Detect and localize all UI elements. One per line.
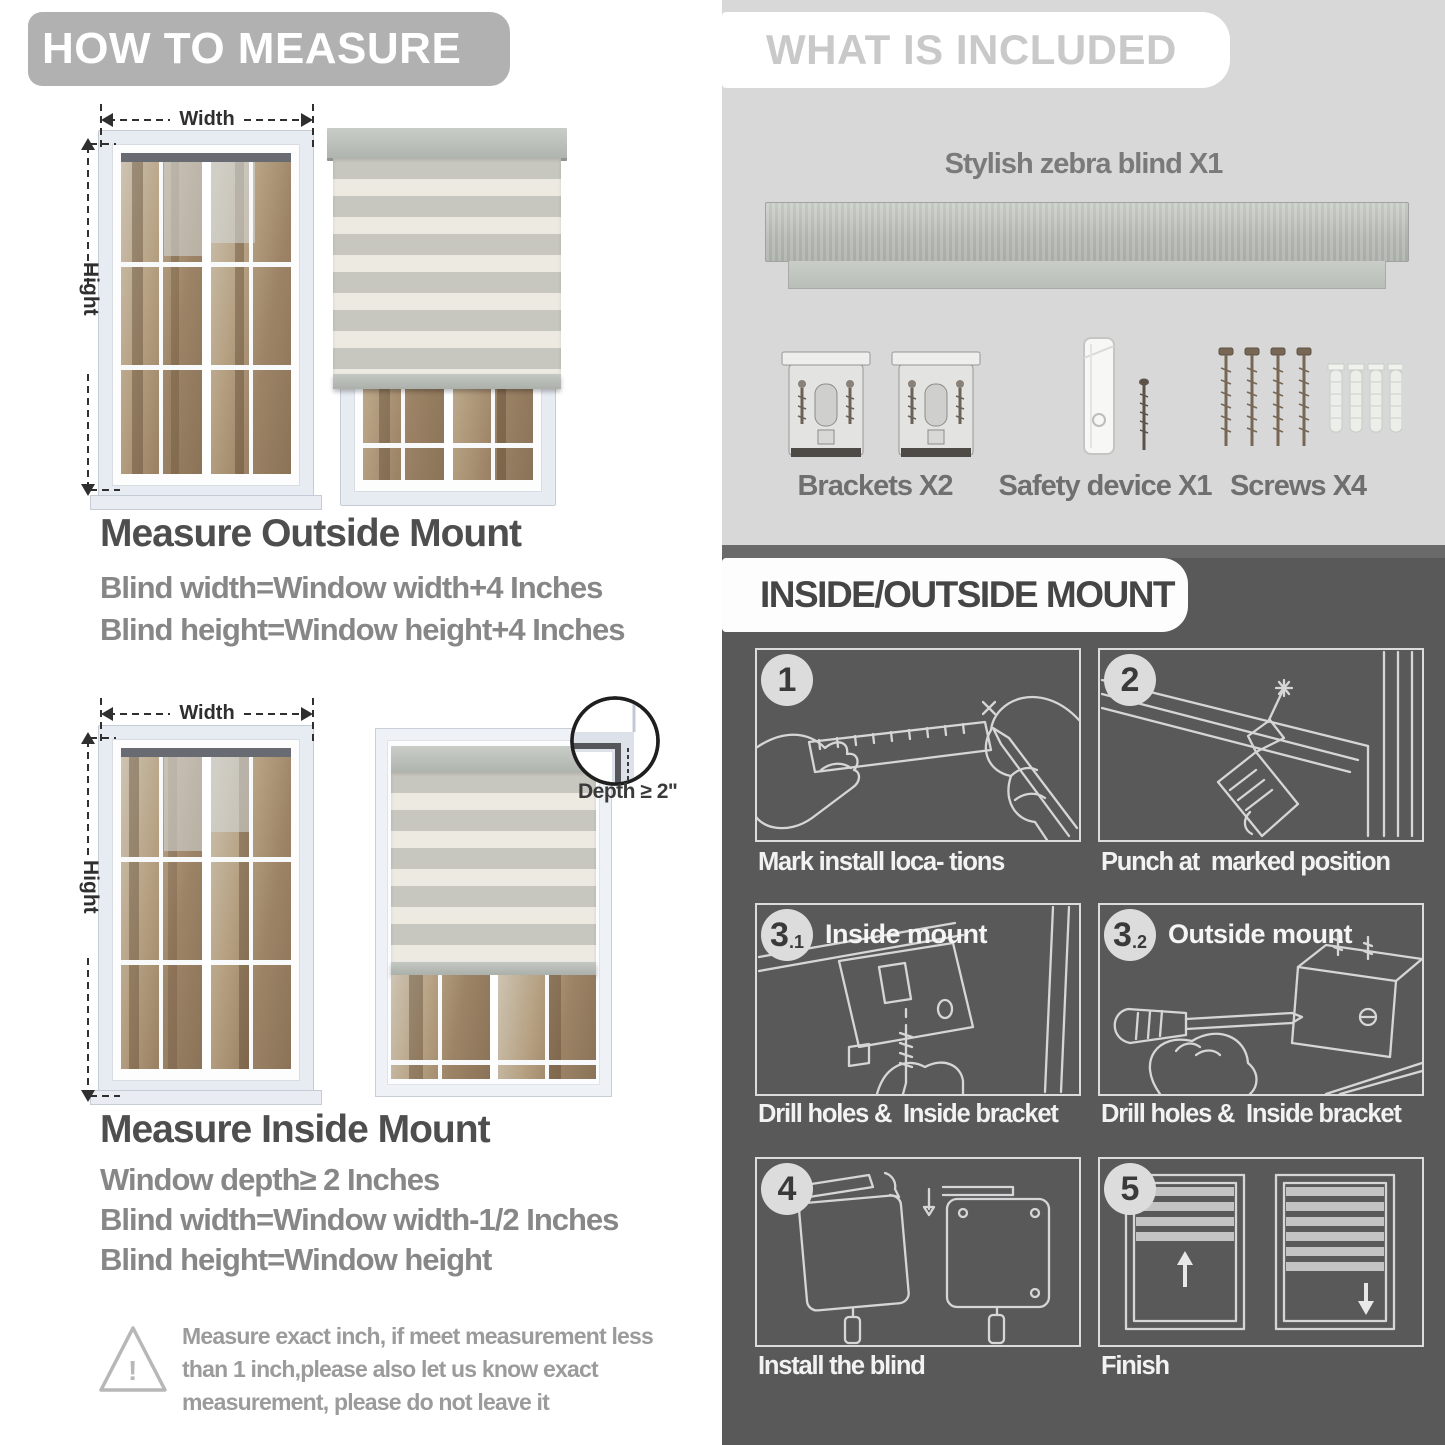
- mullion: [159, 162, 163, 474]
- window-frame: [112, 739, 300, 1081]
- window-frame: [112, 144, 300, 486]
- step-badge: [761, 1163, 813, 1215]
- step-3-1-title: Inside mount: [825, 919, 987, 949]
- window-glass: [391, 975, 596, 1079]
- step-2-caption: Punch at marked position: [1101, 848, 1390, 876]
- step-substep: .1: [788, 931, 804, 952]
- step-panel-3-1: [755, 903, 1081, 1096]
- inside-mount-line: Blind height=Window height: [100, 1242, 492, 1277]
- step-3-2-title: Outside mount: [1168, 919, 1352, 949]
- reflection-shadow: [132, 162, 142, 474]
- window-roller-strip: [121, 153, 291, 162]
- mullion: [211, 857, 292, 862]
- inside-outside-mount-title: INSIDE/OUTSIDE MOUNT: [760, 574, 1175, 615]
- zebra-blind-outside-mount: [327, 122, 567, 504]
- blind-headrail-bottom-bar: [788, 261, 1386, 289]
- step-number: 5: [1120, 1169, 1140, 1208]
- mullion: [211, 365, 292, 370]
- how-to-measure-title: HOW TO MEASURE: [42, 24, 462, 73]
- depth-label: Depth ≥ 2": [578, 780, 678, 803]
- reflection-shadow: [129, 757, 139, 1069]
- warning-exclamation: !: [128, 1355, 138, 1386]
- warning-text-line: than 1 inch,please also let us know exact: [182, 1356, 598, 1382]
- window-glass: [121, 757, 291, 1069]
- reflection-sky: [211, 757, 251, 832]
- window-roller-strip: [121, 748, 291, 757]
- warning-text: [182, 1320, 653, 1419]
- outside-mount-title: Measure Outside Mount: [100, 512, 522, 555]
- glass-pane: [498, 975, 597, 1079]
- warning-text-line: measurement, please do not leave it: [182, 1389, 549, 1415]
- mullion: [211, 262, 292, 267]
- mullion: [391, 1060, 490, 1065]
- inside-mount-title: Measure Inside Mount: [100, 1108, 490, 1151]
- step-badge: [1104, 909, 1156, 961]
- mullion: [453, 443, 534, 448]
- brackets-icon: [778, 346, 988, 466]
- window-glass: [121, 162, 291, 474]
- step-4-caption: Install the blind: [758, 1352, 925, 1380]
- screws-icon: [1212, 346, 1402, 462]
- window-sill: [90, 1090, 322, 1105]
- mullion: [498, 1060, 597, 1065]
- blind-fabric: [333, 158, 561, 374]
- mount-section-top-strip: [722, 545, 1445, 558]
- inside-mount-line: Blind width=Window width-1/2 Inches: [100, 1202, 619, 1237]
- height-dimension-line: [66, 728, 122, 1106]
- depth-magnifier-icon: [568, 694, 662, 788]
- reflection-sky: [164, 162, 201, 256]
- width-label: Width: [179, 108, 235, 130]
- warning-text-line: Measure exact inch, if meet measurement less: [182, 1323, 654, 1349]
- mullion: [363, 443, 444, 448]
- step-substep: .2: [1131, 931, 1147, 952]
- width-label: Width: [179, 702, 235, 724]
- glass-pane: [211, 162, 292, 474]
- step-panel-4: [755, 1157, 1081, 1347]
- inside-mount-line: Window depth≥ 2 Inches: [100, 1162, 440, 1197]
- blind-cassette: [391, 746, 596, 775]
- blind-headrail-image: [765, 202, 1409, 262]
- window-photo-outside: [98, 130, 314, 500]
- mullion: [121, 262, 202, 267]
- mullion: [121, 960, 202, 965]
- step-1-caption: Mark install loca- tions: [758, 848, 1005, 876]
- product-label: Stylish zebra blind X1: [944, 148, 1223, 180]
- mullion: [211, 960, 292, 965]
- reflection-sky: [164, 757, 201, 851]
- mullion: [121, 365, 202, 370]
- how-to-measure-header: [28, 12, 510, 86]
- window-photo-inside: [98, 725, 314, 1095]
- step-badge: [1104, 1163, 1156, 1215]
- inside-outside-mount-header: [722, 558, 1188, 632]
- safety-device-icon: [1058, 336, 1170, 466]
- blind-fabric: [391, 772, 596, 962]
- blind-bottom-rail: [391, 962, 596, 975]
- step-panel-3-2: [1098, 903, 1424, 1096]
- step-panel-5: [1098, 1157, 1424, 1347]
- step-badge: [1104, 654, 1156, 706]
- step-badge: [761, 654, 813, 706]
- brackets-label: Brackets X2: [797, 470, 953, 502]
- mullion: [159, 757, 163, 1069]
- what-is-included-header: [722, 12, 1230, 88]
- outside-mount-line: Blind width=Window width+4 Inches: [100, 570, 603, 605]
- step-badge: [761, 909, 813, 961]
- blind-cassette: [327, 128, 567, 161]
- step-3-2-caption: Drill holes & Inside bracket: [1101, 1100, 1401, 1128]
- glass-pane: [121, 162, 202, 474]
- height-dimension-line: [66, 134, 122, 500]
- step-number: 3: [770, 915, 789, 954]
- glass-pane: [121, 757, 202, 1069]
- what-is-included-title: WHAT IS INCLUDED: [766, 26, 1177, 73]
- step-number: 1: [777, 660, 797, 699]
- glass-pane: [391, 975, 490, 1079]
- height-label: Hight: [79, 262, 102, 316]
- mullion: [249, 757, 253, 1069]
- mullion: [121, 857, 202, 862]
- step-panel-1: [755, 648, 1081, 842]
- step-3-1-caption: Drill holes & Inside bracket: [758, 1100, 1058, 1128]
- height-label: Hight: [79, 860, 102, 914]
- step-number: 4: [777, 1169, 797, 1208]
- step-number: 2: [1120, 660, 1140, 699]
- screws-label: Screws X4: [1229, 470, 1367, 502]
- blind-bottom-rail: [333, 374, 561, 389]
- step-5-caption: Finish: [1101, 1352, 1169, 1380]
- window-sill: [90, 495, 322, 510]
- step-number: 3: [1113, 915, 1132, 954]
- mullion: [249, 162, 253, 474]
- glass-pane: [211, 757, 292, 1069]
- safety-device-label: Safety device X1: [998, 470, 1212, 502]
- outside-mount-line: Blind height=Window height+4 Inches: [100, 612, 625, 647]
- step-panel-2: [1098, 648, 1424, 842]
